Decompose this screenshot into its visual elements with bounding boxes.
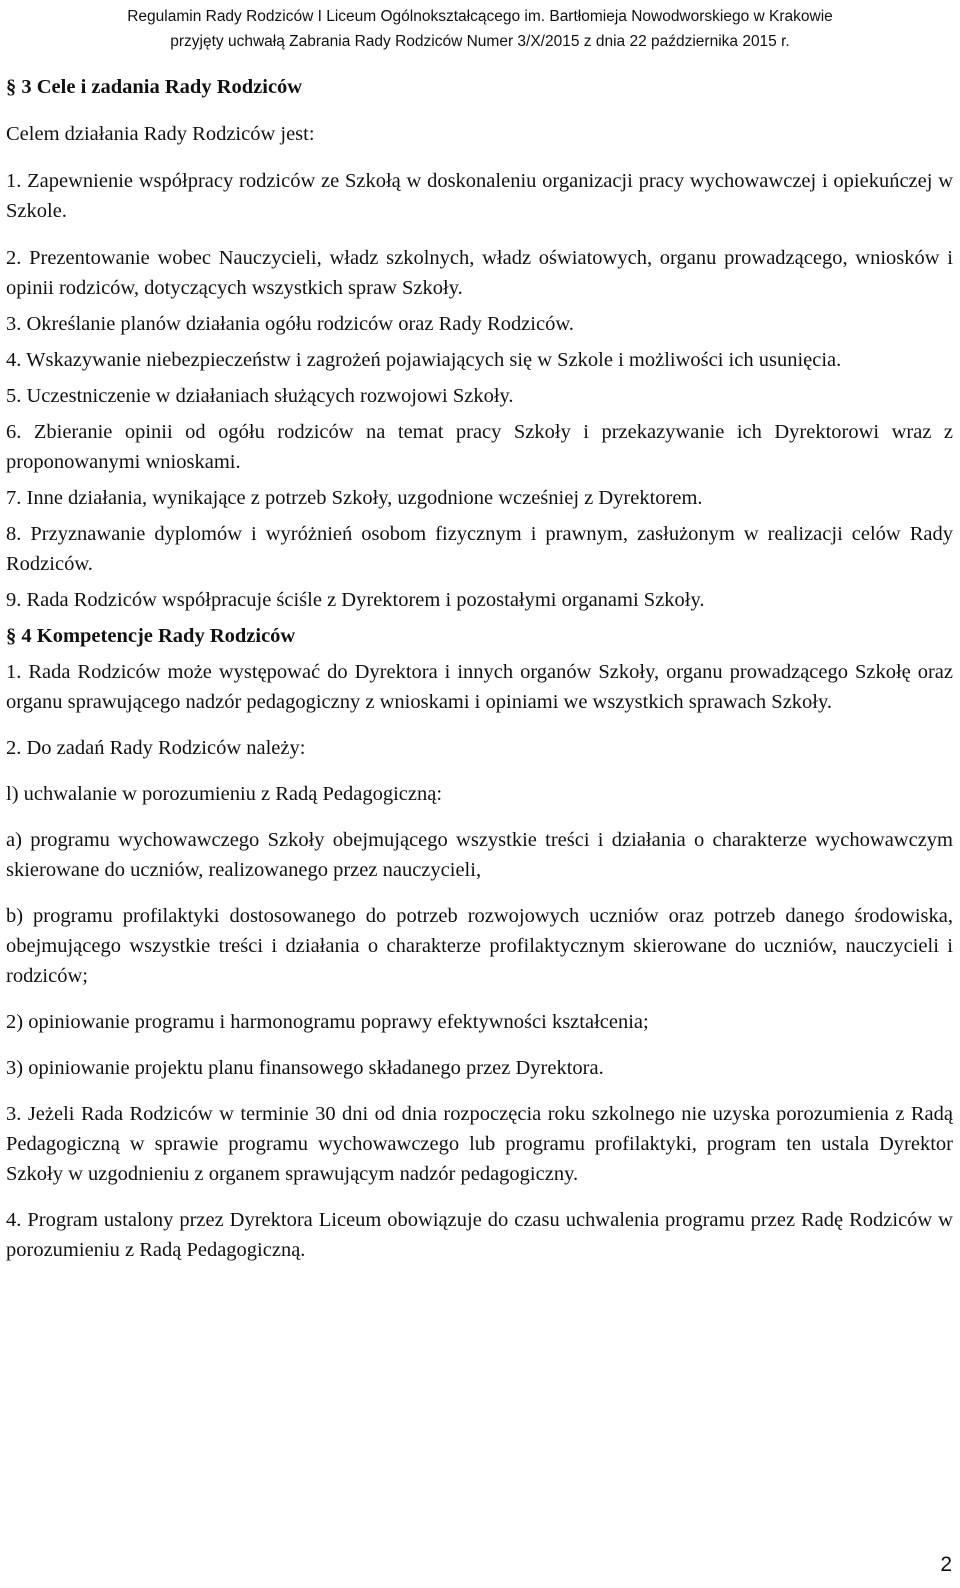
- section-3-item-1: 1. Zapewnienie współpracy rodziców ze Szkołą w doskonaleniu organizacji pracy wychowawczej i opiekuńczej w Szkole.: [6, 170, 953, 222]
- section-4-paragraph-1: 1. Rada Rodziców może występować do Dyrektora i innych organów Szkoły, organu prowadzącego Szkołę oraz organu sprawującego nadzór pedagogiczny z wnioskami i opiniami we wszystkich sprawach Szkoły.: [6, 661, 953, 713]
- section-3-item-4: 4. Wskazywanie niebezpieczeństw i zagrożeń pojawiających się w Szkole i możliwości ich usunięcia.: [6, 349, 842, 371]
- section-3-item-5: 5. Uczestniczenie w działaniach służących rozwojowi Szkoły.: [6, 385, 514, 407]
- page-number: 2: [940, 1553, 952, 1576]
- section-4-paragraph-2: 2. Do zadań Rady Rodziców należy:: [6, 737, 306, 759]
- section-3-item-6: 6. Zbieranie opinii od ogółu rodziców na temat pracy Szkoły i przekazywanie ich Dyrektorowi wraz z proponowanymi wnioskami.: [6, 421, 953, 473]
- page-header: [0, 4, 960, 54]
- header-line-2: przyjęty uchwałą Zabrania Rady Rodziców Numer 3/X/2015 z dnia 22 października 2015 r.: [170, 33, 790, 50]
- section-4-point-2: 2) opiniowanie programu i harmonogramu poprawy efektywności kształcenia;: [6, 1011, 649, 1033]
- section-4-paragraph-3: 3. Jeżeli Rada Rodziców w terminie 30 dni od dnia rozpoczęcia roku szkolnego nie uzyska porozumienia z Radą Pedagogiczną w sprawie programu wychowawczego lub programu profilaktyki, program ten ustala Dyrektor Szkoły w uzgodnieniu z organem sprawującym nadzór pedagogiczny.: [6, 1103, 953, 1185]
- section-4-heading: § 4 Kompetencje Rady Rodziców: [6, 625, 296, 647]
- section-3-item-2: 2. Prezentowanie wobec Nauczycieli, władz szkolnych, władz oświatowych, organu prowadzącego, wniosków i opinii rodziców, dotyczących wszystkich spraw Szkoły.: [6, 247, 953, 299]
- section-3-heading: § 3 Cele i zadania Rady Rodziców: [6, 76, 303, 98]
- section-4-point-l: l) uchwalanie w porozumieniu z Radą Pedagogiczną:: [6, 783, 443, 805]
- section-4-point-a: a) programu wychowawczego Szkoły obejmującego wszystkie treści i działania o charakterze wychowawczym skierowane do uczniów, realizowanego przez nauczycieli,: [6, 829, 953, 881]
- section-4-point-b: b) programu profilaktyki dostosowanego do potrzeb rozwojowych uczniów oraz potrzeb danego środowiska, obejmującego wszystkie treści i działania o charakterze profilaktycznym skierowane do uczniów, nauczycieli i rodziców;: [6, 905, 953, 987]
- document-body: [6, 72, 953, 1265]
- section-4-point-3: 3) opiniowanie projektu planu finansowego składanego przez Dyrektora.: [6, 1057, 604, 1079]
- section-3-item-3: 3. Określanie planów działania ogółu rodziców oraz Rady Rodziców.: [6, 313, 574, 335]
- section-3-item-7: 7. Inne działania, wynikające z potrzeb Szkoły, uzgodnione wcześniej z Dyrektorem.: [6, 487, 703, 509]
- section-3-item-8: 8. Przyznawanie dyplomów i wyróżnień osobom fizycznym i prawnym, zasłużonym w realizacji celów Rady Rodziców.: [6, 523, 953, 575]
- header-line-1: Regulamin Rady Rodziców I Liceum Ogólnokształcącego im. Bartłomieja Nowodworskiego w Krakowie: [127, 8, 833, 25]
- section-3-intro: Celem działania Rady Rodziców jest:: [6, 123, 315, 145]
- section-4-paragraph-4: 4. Program ustalony przez Dyrektora Liceum obowiązuje do czasu uchwalenia programu przez Radę Rodziców w porozumieniu z Radą Pedagogiczną.: [6, 1209, 953, 1261]
- section-3-item-9: 9. Rada Rodziców współpracuje ściśle z Dyrektorem i pozostałymi organami Szkoły.: [6, 589, 705, 611]
